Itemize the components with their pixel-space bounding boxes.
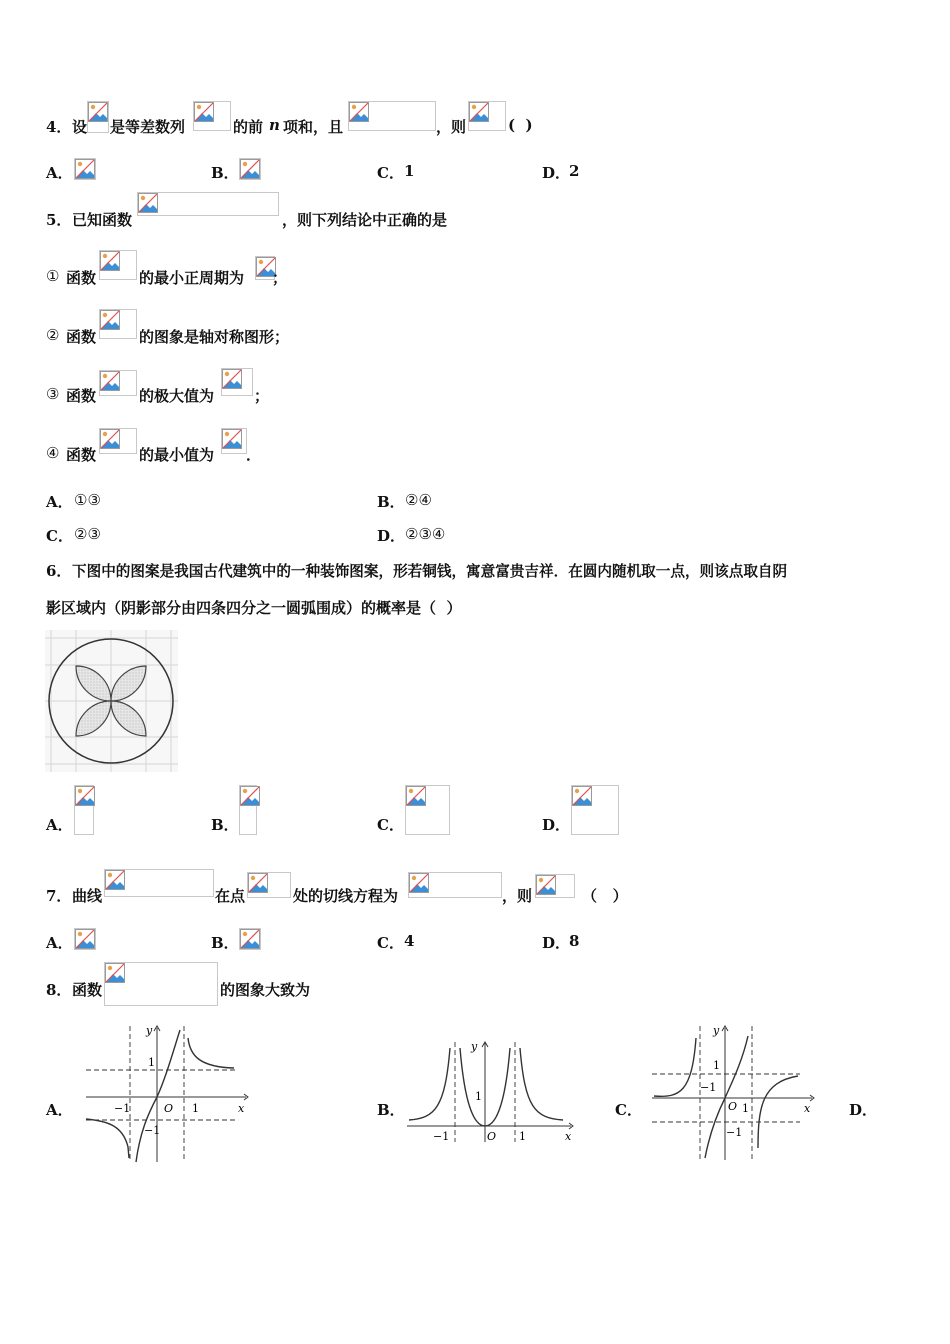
q4-variable-n: n	[269, 116, 280, 134]
broken-image-glyph	[75, 929, 95, 949]
q5-item-2-mark: ②	[46, 326, 60, 344]
formula-image-icon	[247, 872, 291, 898]
tick-label: 1	[713, 1059, 720, 1072]
tick-label: −1	[144, 1124, 161, 1137]
broken-image-glyph	[105, 963, 125, 983]
broken-image-glyph	[222, 369, 242, 389]
q5-number: 5．	[46, 211, 72, 229]
broken-image-glyph	[105, 870, 125, 890]
q5-item-2-text-b: 的图象是轴对称图形；	[139, 328, 290, 346]
q4-paren: ( )	[508, 116, 533, 134]
q7-number: 7．	[46, 887, 72, 905]
q5-option-b-text: ②④	[405, 491, 432, 509]
broken-image-glyph	[194, 102, 214, 122]
formula-image-icon	[74, 785, 94, 835]
q5-item-1-text-a: 函数	[66, 269, 97, 287]
formula-image-icon	[99, 250, 137, 280]
q5-option-d-label: D．	[377, 527, 406, 545]
broken-image-glyph	[100, 371, 120, 391]
q5-option-d-text: ②③④	[405, 525, 446, 543]
q5-item-3-text-b: 的极大值为	[139, 387, 215, 405]
broken-image-glyph	[469, 102, 489, 122]
formula-image-icon	[99, 370, 137, 396]
origin-label: O	[487, 1130, 497, 1143]
tick-label: −1	[114, 1102, 131, 1115]
broken-image-glyph	[100, 251, 120, 271]
formula-image-icon	[137, 192, 279, 216]
q6-option-c-label: C．	[377, 816, 404, 834]
q4-option-a-label: A．	[46, 164, 73, 182]
q4-option-c-label: C．	[377, 164, 404, 182]
formula-image-icon	[239, 785, 257, 835]
q5-option-c-label: C．	[46, 527, 73, 545]
q4-option-d-text: 2	[569, 162, 580, 180]
q8-number: 8．	[46, 981, 72, 999]
q4-text-3: 的前	[233, 118, 264, 136]
axis-label: y	[146, 1024, 153, 1037]
q7-text-2: 在点	[215, 887, 246, 905]
formula-image-icon	[193, 101, 231, 131]
q8-option-b-label: B．	[377, 1101, 405, 1119]
formula-image-icon	[535, 874, 575, 898]
formula-image-icon	[221, 368, 253, 396]
q7-option-d-text: 8	[569, 932, 580, 950]
tick-label: 1	[192, 1102, 199, 1115]
tick-label: 1	[742, 1102, 749, 1115]
formula-image-icon	[87, 101, 109, 133]
origin-label: O	[164, 1102, 174, 1115]
q4-option-b-label: B．	[211, 164, 239, 182]
formula-image-icon	[571, 785, 619, 835]
q4-text-2: 是等差数列	[110, 118, 186, 136]
broken-image-glyph	[75, 159, 95, 179]
graph-c	[650, 1022, 822, 1164]
q7-paren: （ ）	[582, 887, 628, 905]
axis-label: x	[804, 1102, 811, 1115]
q4-number: 4．	[46, 118, 72, 136]
q7-text-1: 曲线	[72, 887, 103, 905]
q5-item-3-mark: ③	[46, 385, 60, 403]
broken-image-glyph	[240, 159, 260, 179]
q5-text-2: ，则下列结论中正确的是	[282, 211, 448, 229]
q4-option-d-label: D．	[542, 164, 571, 182]
formula-image-icon	[104, 962, 218, 1006]
q5-item-2-text-a: 函数	[66, 328, 97, 346]
axis-label: y	[471, 1040, 478, 1053]
formula-image-icon	[74, 158, 96, 180]
broken-image-glyph	[88, 102, 108, 122]
q6-option-d-label: D．	[542, 816, 571, 834]
broken-image-glyph	[349, 102, 369, 122]
formula-image-icon	[468, 101, 506, 131]
q5-option-b-label: B．	[377, 493, 405, 511]
q6-option-b-label: B．	[211, 816, 239, 834]
q5-option-a-text: ①③	[74, 491, 101, 509]
q5-item-1-text-b: 的最小正周期为	[139, 269, 245, 287]
formula-image-icon	[405, 785, 450, 835]
q8-text-1: 函数	[72, 981, 103, 999]
tick-label: 1	[475, 1090, 482, 1103]
q5-item-4-text-a: 函数	[66, 446, 97, 464]
formula-image-icon	[104, 869, 214, 897]
broken-image-glyph	[240, 929, 260, 949]
broken-image-glyph	[100, 429, 120, 449]
graph-b	[405, 1038, 577, 1146]
axis-label: x	[238, 1102, 245, 1115]
q8-text-2: 的图象大致为	[220, 981, 311, 999]
q7-option-d-label: D．	[542, 934, 571, 952]
q5-item-1-mark: ①	[46, 267, 60, 285]
formula-image-icon	[74, 928, 96, 950]
broken-image-glyph	[75, 786, 95, 806]
q8-option-d-label: D．	[849, 1101, 878, 1119]
q6-option-a-label: A．	[46, 816, 73, 834]
q4-text-4: 项和，且	[283, 118, 344, 136]
q6-number: 6．	[46, 562, 72, 580]
q5-item-3-text-a: 函数	[66, 387, 97, 405]
q7-option-a-label: A．	[46, 934, 73, 952]
q7-text-3: 处的切线方程为	[293, 887, 399, 905]
axis-label: x	[565, 1130, 572, 1143]
q5-item-4-end: ．	[246, 446, 262, 464]
q8-option-a-label: A．	[46, 1101, 73, 1119]
broken-image-glyph	[572, 786, 592, 806]
q4-text-1: 设	[72, 118, 88, 136]
q4-option-c-text: 1	[404, 162, 415, 180]
q5-item-4-text-b: 的最小值为	[139, 446, 215, 464]
broken-image-glyph	[100, 310, 120, 330]
broken-image-glyph	[409, 873, 429, 893]
q7-text-4: ，则	[502, 887, 533, 905]
tick-label: −1	[700, 1081, 717, 1094]
broken-image-glyph	[222, 429, 242, 449]
origin-label: O	[728, 1100, 738, 1113]
graph-a	[78, 1022, 254, 1168]
coin-pattern-figure	[45, 630, 178, 772]
q5-item-4-mark: ④	[46, 444, 60, 462]
broken-image-glyph	[240, 786, 260, 806]
broken-image-glyph	[248, 873, 268, 893]
q7-option-b-label: B．	[211, 934, 239, 952]
tick-label: −1	[726, 1126, 743, 1139]
formula-image-icon	[239, 158, 261, 180]
q8-option-c-label: C．	[615, 1101, 642, 1119]
q7-option-c-text: 4	[404, 932, 415, 950]
tick-label: −1	[433, 1130, 450, 1143]
q6-line-1: 下图中的图案是我国古代建筑中的一种装饰图案，形若铜钱，寓意富贵吉祥．在圆内随机取一点，则该点取自阴	[72, 563, 788, 580]
formula-image-icon	[99, 309, 137, 339]
q5-text-1: 已知函数	[72, 211, 133, 229]
broken-image-glyph	[536, 875, 556, 895]
axis-label: y	[713, 1024, 720, 1037]
q7-option-c-label: C．	[377, 934, 404, 952]
formula-image-icon	[348, 101, 436, 131]
q4-text-5: ，则	[436, 118, 467, 136]
q6-line-2: 影区域内（阴影部分由四条四分之一圆弧围成）的概率是（ ）	[46, 599, 462, 617]
formula-image-icon	[408, 872, 502, 898]
q5-item-1-end: ；	[272, 269, 288, 287]
formula-image-icon	[99, 428, 137, 454]
tick-label: 1	[148, 1056, 155, 1069]
tick-label: 1	[519, 1130, 526, 1143]
formula-image-icon	[221, 428, 247, 454]
q5-item-3-end: ；	[254, 387, 270, 405]
broken-image-glyph	[406, 786, 426, 806]
q5-option-c-text: ②③	[74, 525, 101, 543]
formula-image-icon	[239, 928, 261, 950]
q5-option-a-label: A．	[46, 493, 73, 511]
broken-image-glyph	[138, 193, 158, 213]
